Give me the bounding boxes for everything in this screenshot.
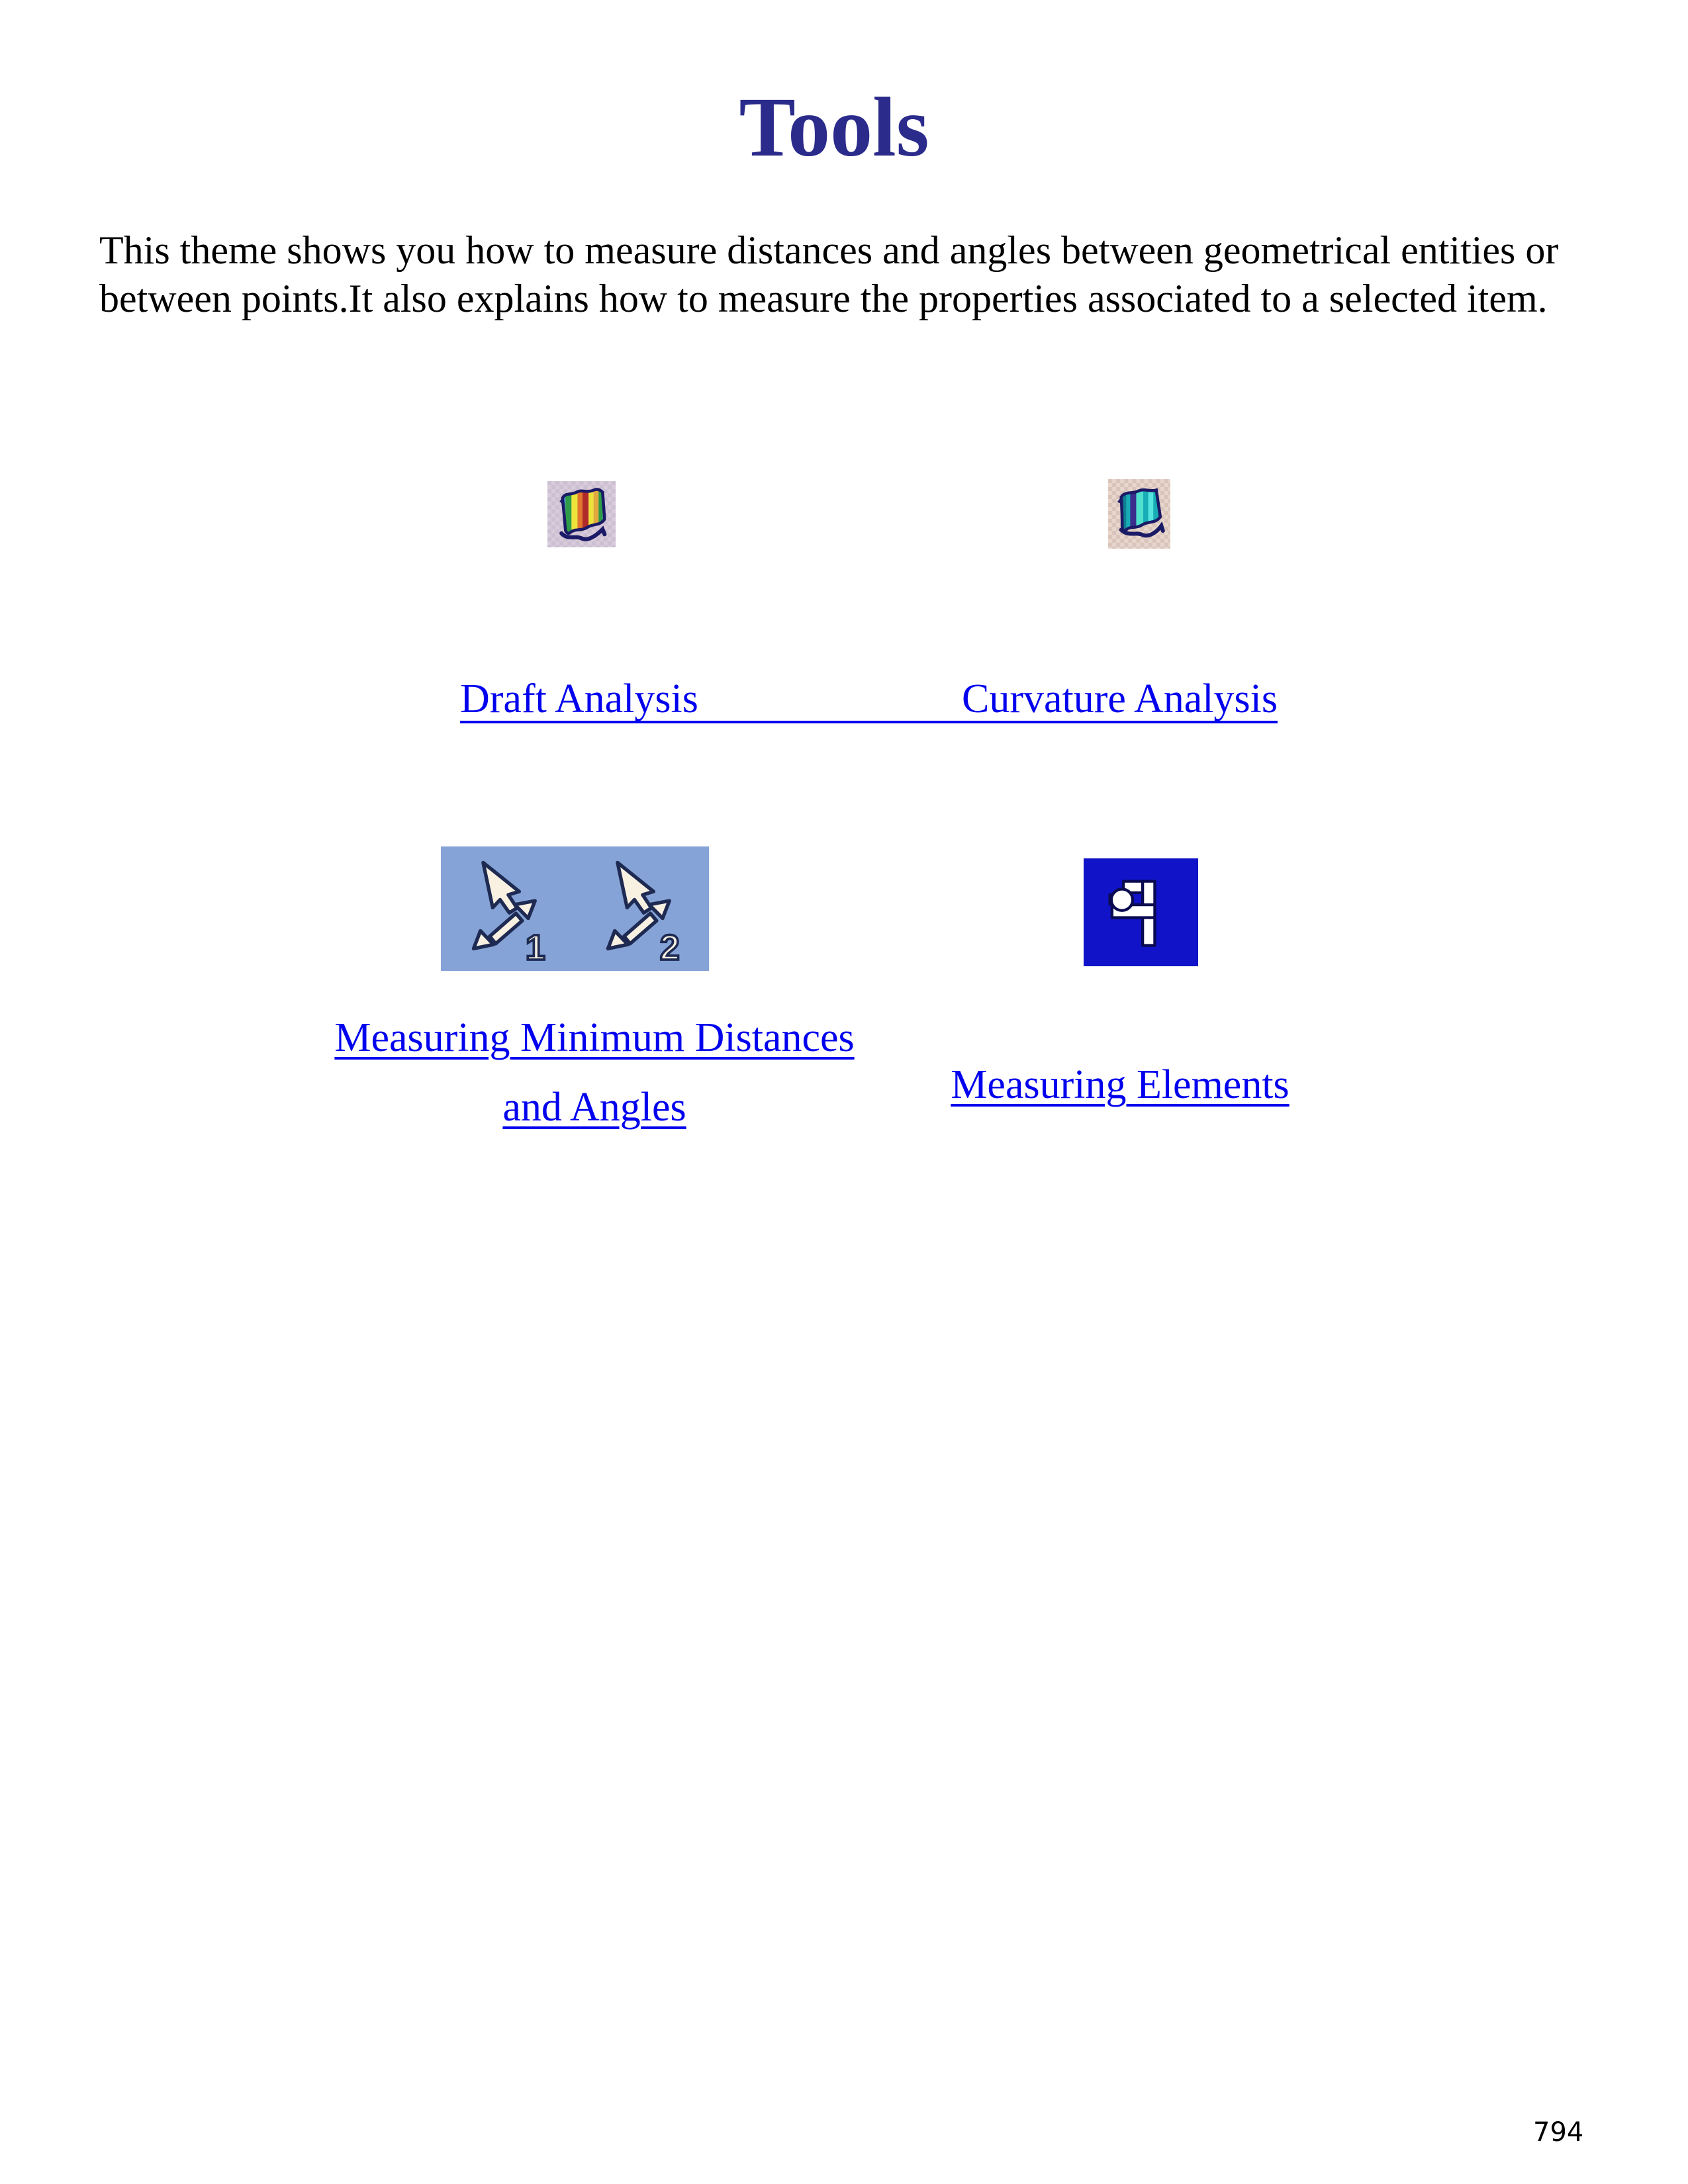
measuring-min-distances-line2: and Angles [502,1085,686,1130]
measuring-elements-link[interactable]: Measuring Elements [951,1062,1289,1107]
draft-analysis-link[interactable]: Draft Analysis [460,676,698,721]
intro-paragraph [99,226,1582,323]
measure-distances-image [441,846,709,971]
curvature-analysis-link[interactable]: Curvature Analysis [962,676,1278,721]
measure-badge-1: 1 [526,927,545,964]
page-title: Tools [739,80,929,174]
measure-distance-cursor-2-icon [586,854,698,964]
measure-distance-cursor-1-icon [451,854,564,964]
measuring-min-distances-link[interactable] [263,1017,925,1128]
curvature-analysis-icon [1108,479,1170,549]
page-number: 794 [1533,2117,1584,2148]
intro-line-2: between points.It also explains how to measure the properties associated to a selected item. [99,277,1548,320]
measuring-elements-caliper-icon [1095,869,1188,956]
intro-line-1: This theme shows you how to measure distances and angles between geometrical entities or [99,228,1559,272]
draft-analysis-icon [547,481,616,547]
analysis-links-row [460,674,1278,723]
measuring-elements-image [1084,858,1198,966]
measuring-min-distances-line1: Measuring Minimum Distances [334,1015,855,1060]
measure-badge-2: 2 [659,927,680,964]
